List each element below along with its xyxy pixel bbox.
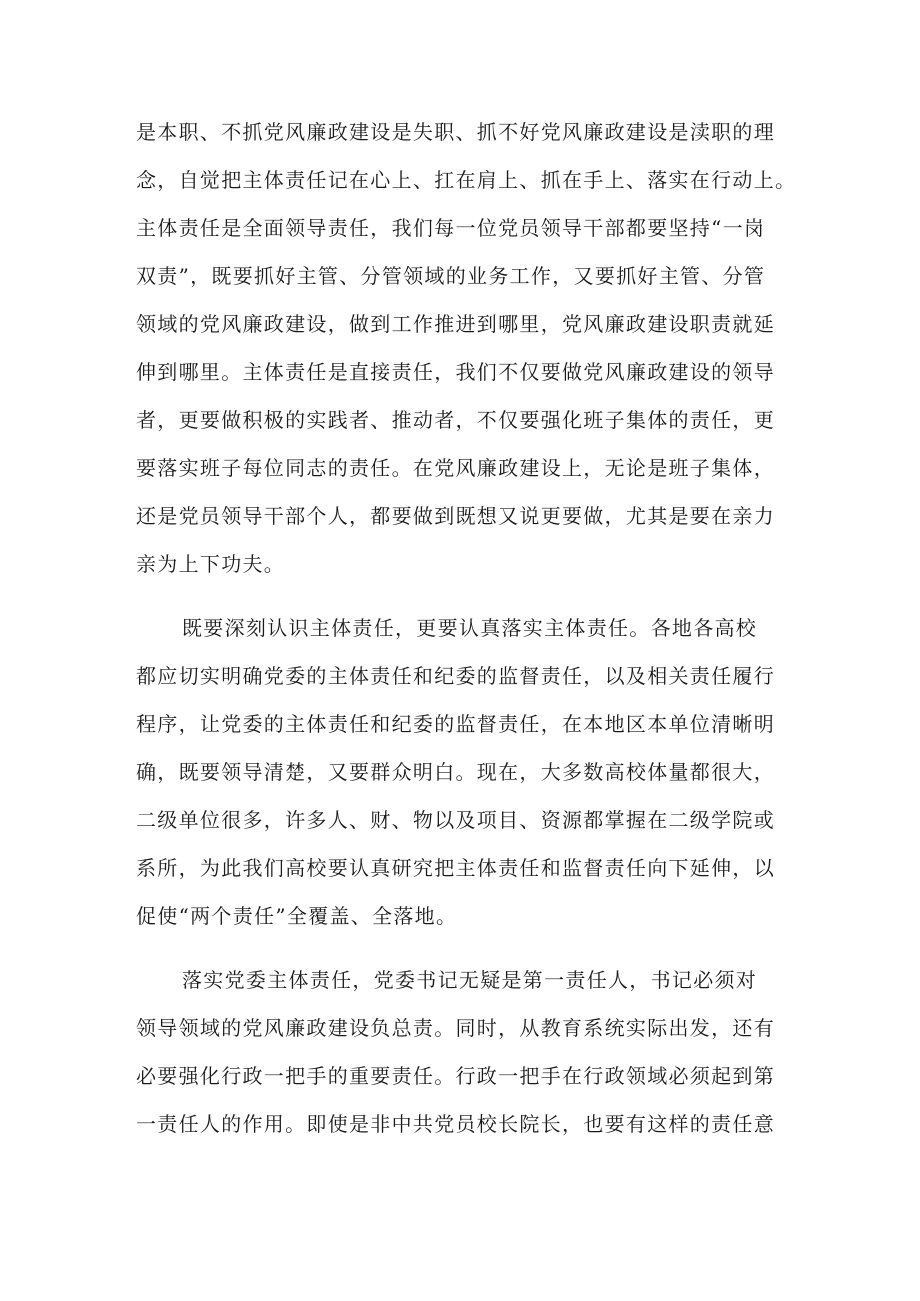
paragraph-3-line-3: 必要强化行政一把手的重要责任。行政一把手在行政领域必须起到第 xyxy=(136,1064,775,1088)
paragraph-2-line-3: 程序，让党委的主体责任和纪委的监督责任，在本地区本单位清晰明 xyxy=(136,712,775,736)
paragraph-1-line-2: 念，自觉把主体责任记在心上、扛在肩上、抓在手上、落实在行动上。 xyxy=(136,168,797,192)
paragraph-2-line-6: 系所，为此我们高校要认真研究把主体责任和监督责任向下延伸，以 xyxy=(136,856,775,880)
paragraph-1-line-9: 还是党员领导干部个人，都要做到既想又说更要做，尤其是要在亲力 xyxy=(136,504,775,528)
paragraph-1-line-5: 领域的党风廉政建设，做到工作推进到哪里，党风廉政建设职责就延 xyxy=(136,312,775,336)
paragraph-2-line-1: 既要深刻认识主体责任，更要认真落实主体责任。各地各高校 xyxy=(182,616,758,640)
paragraph-2-line-2: 都应切实明确党委的主体责任和纪委的监督责任，以及相关责任履行 xyxy=(136,664,775,688)
paragraph-2-line-5: 二级单位很多，许多人、财、物以及项目、资源都掌握在二级学院或 xyxy=(136,808,775,832)
paragraph-2-line-7: 促使“两个责任”全覆盖、全落地。 xyxy=(136,904,458,928)
paragraph-1-line-3: 主体责任是全面领导责任，我们每一位党员领导干部都要坚持“一岗 xyxy=(136,216,766,240)
paragraph-3-line-4: 一责任人的作用。即使是非中共党员校长院长，也要有这样的责任意 xyxy=(136,1112,775,1136)
paragraph-1-line-6: 伸到哪里。主体责任是直接责任，我们不仅要做党风廉政建设的领导 xyxy=(136,360,775,384)
paragraph-1-line-1: 是本职、不抓党风廉政建设是失职、抓不好党风廉政建设是渎职的理 xyxy=(136,120,775,144)
paragraph-1-line-7: 者，更要做积极的实践者、推动者，不仅要强化班子集体的责任，更 xyxy=(136,408,775,432)
paragraph-2-line-4: 确，既要领导清楚，又要群众明白。现在，大多数高校体量都很大， xyxy=(136,760,775,784)
paragraph-1-line-10: 亲为上下功夫。 xyxy=(136,552,286,576)
paragraph-3-line-2: 领导领域的党风廉政建设负总责。同时，从教育系统实际出发，还有 xyxy=(136,1016,775,1040)
paragraph-3-line-1: 落实党委主体责任，党委书记无疑是第一责任人，书记必须对 xyxy=(182,968,758,992)
paragraph-1-line-8: 要落实班子每位同志的责任。在党风廉政建设上，无论是班子集体， xyxy=(136,456,775,480)
paragraph-1-line-4: 双责”，既要抓好主管、分管领域的业务工作，又要抓好主管、分管 xyxy=(136,264,766,288)
